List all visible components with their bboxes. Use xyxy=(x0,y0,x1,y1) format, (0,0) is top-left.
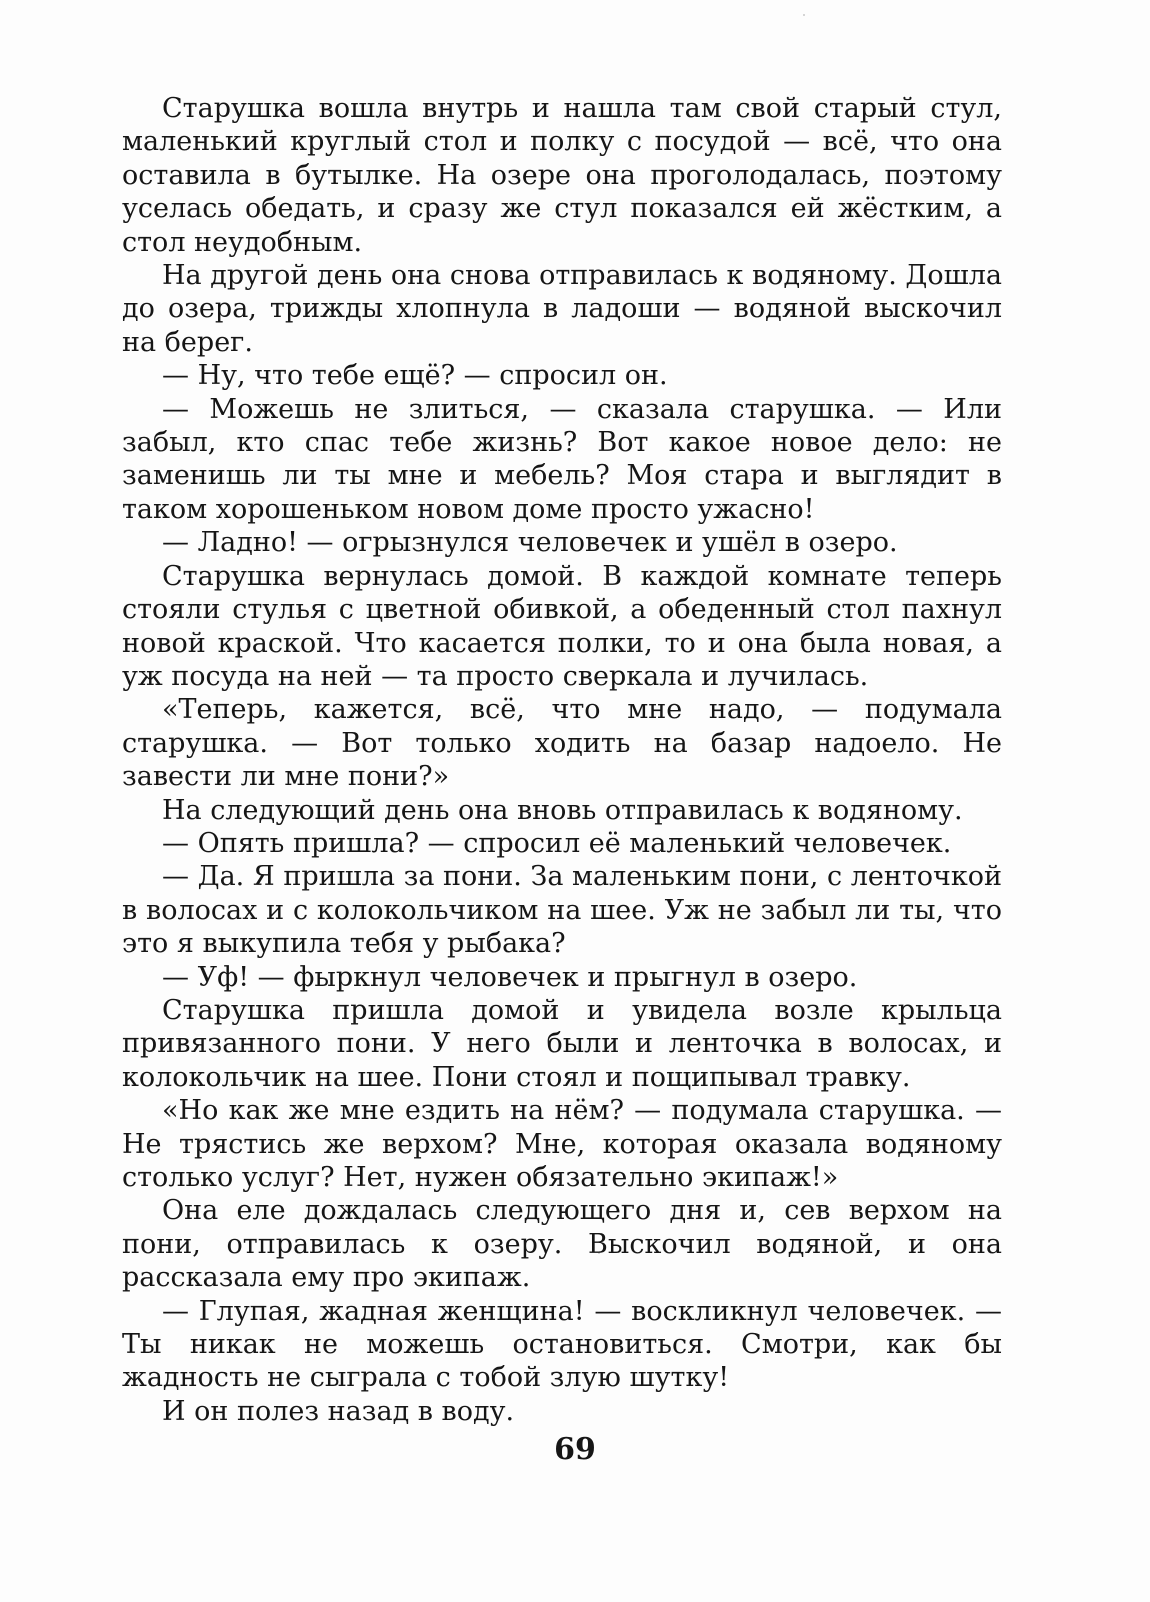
paragraph: «Теперь, кажется, всё, что мне надо, — подумала старушка. — Вот только ходить на базар надоело. Не завести ли мне пони?» xyxy=(122,694,1002,793)
paragraph: На следующий день она вновь отправилась к водяному. xyxy=(162,794,963,826)
paragraph: — Да. Я пришла за пони. За маленьким пони, с ленточкой в волосах и с колокольчиком на шее. Уж не забыл ли ты, что это я выкупила тебя у рыбака? xyxy=(122,861,1002,960)
paragraph: Старушка вернулась домой. В каждой комнате теперь стояли стулья с цветной обивкой, а обеденный стол пахнул новой краской. Что касается полки, то и она была новая, а уж посуда на ней — та просто сверкала и лучилась. xyxy=(122,560,1002,692)
paragraph: — Уф! — фыркнул человечек и прыгнул в озеро. xyxy=(162,961,858,993)
paragraph: Она еле дождалась следующего дня и, сев верхом на пони, отправилась к озеру. Выскочил водяной, и она рассказала ему про экипаж. xyxy=(122,1195,1002,1294)
paragraph: — Ладно! — огрызнулся человечек и ушёл в озеро. xyxy=(162,527,898,559)
paragraph: Старушка пришла домой и увидела возле крыльца привязанного пони. У него были и ленточка в волосах, и колокольчик на шее. Пони стоял и пощипывал травку. xyxy=(122,994,1002,1093)
paragraph: И он полез назад в воду. xyxy=(162,1395,515,1427)
paragraph: — Глупая, жадная женщина! — воскликнул человечек. — Ты никак не можешь остановиться. Смотри, как бы жадность не сыграла с тобой злую шутку! xyxy=(122,1295,1002,1394)
scan-speck xyxy=(803,14,805,16)
paragraph: Старушка вошла внутрь и нашла там свой старый стул, маленький круглый стол и полку с посудой — всё, что она оставила в бутылке. На озере она проголодалась, поэтому уселась обедать, и сразу же стул показался ей жёстким, а стол неудобным. xyxy=(122,93,1002,258)
paragraph: — Ну, что тебе ещё? — спросил он. xyxy=(162,360,668,392)
paragraph: — Опять пришла? — спросил её маленький человечек. xyxy=(162,827,952,859)
paragraph: — Можешь не злиться, — сказала старушка. — Или забыл, кто спас тебе жизнь? Вот какое новое дело: не заменишь ли ты мне и мебель? Моя стара и выглядит в таком хорошеньком новом доме просто ужасно! xyxy=(122,393,1002,525)
paragraph: «Но как же мне ездить на нём? — подумала старушка. — Не трястись же верхом? Мне, которая оказала водяному столько услуг? Нет, нужен обязательно экипаж!» xyxy=(122,1095,1002,1193)
paragraph: На другой день она снова отправилась к водяному. Дошла до озера, трижды хлопнула в ладоши — водяной выскочил на берег. xyxy=(122,260,1002,358)
body-text xyxy=(122,92,1002,1428)
page-number: 69 xyxy=(554,1432,596,1467)
